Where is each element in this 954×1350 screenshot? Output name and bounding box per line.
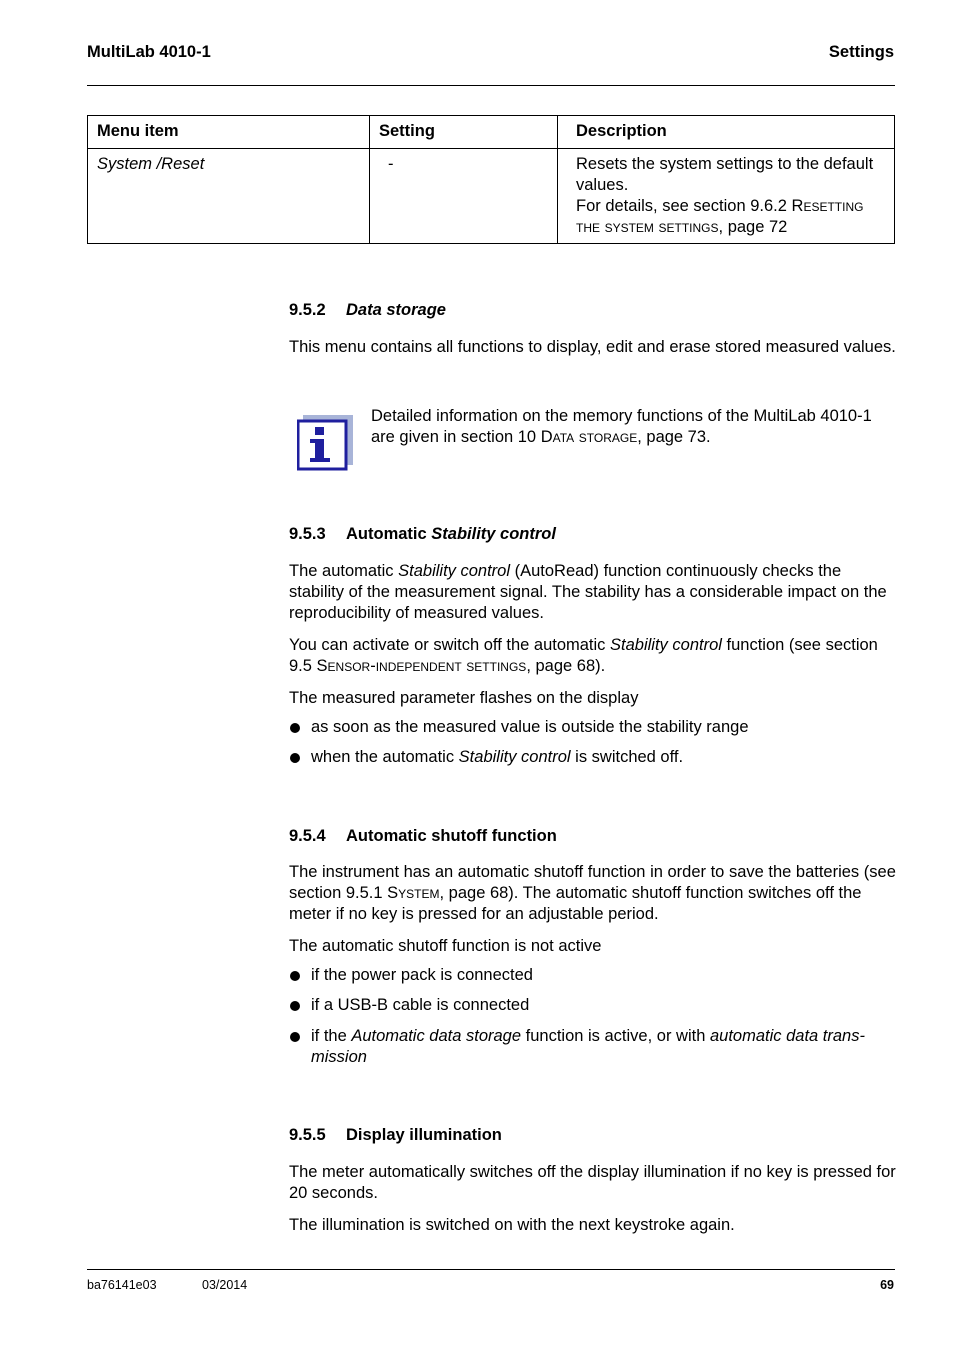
- section-title: Data storage: [346, 301, 446, 319]
- column-header-setting: Setting: [370, 116, 558, 149]
- text: , page 68). The automatic shutoff function switches off the meter if no key is pressed for an adjustable period.: [289, 884, 862, 923]
- emphasis: Stability control: [398, 562, 511, 580]
- description-page-ref: , page 72: [718, 218, 788, 236]
- stability-paragraph-3: The measured parameter flashes on the display: [289, 689, 639, 707]
- section-heading-9-5-2: [289, 300, 446, 320]
- text: The instrument has an automatic shutoff function in order to save the batteries (see section 9.5.1: [289, 863, 896, 902]
- section-heading-9-5-5: [289, 1125, 502, 1145]
- header-chapter-title: Settings: [828, 43, 894, 61]
- bullet-icon: [290, 1032, 300, 1042]
- section-heading-9-5-4: [289, 826, 557, 846]
- section-title-italic: Stability control: [431, 525, 556, 543]
- info-icon: [297, 415, 353, 471]
- illumination-paragraph-2: The illumination is switched on with the next keystroke again.: [289, 1216, 735, 1234]
- info-note: [371, 406, 897, 448]
- text: , page 68).: [526, 657, 606, 675]
- header-product-name: MultiLab 4010-1: [87, 43, 211, 61]
- list-item: [289, 717, 897, 738]
- bullet-icon: [290, 971, 300, 981]
- emphasis: Stability control: [610, 636, 722, 654]
- emphasis: automatic data trans-mission: [311, 1027, 865, 1066]
- emphasis: Automatic data storage: [351, 1027, 522, 1045]
- section-number: 9.5.4: [289, 827, 326, 845]
- list-item: [289, 747, 897, 768]
- description-details: For details, see section 9.6.2: [576, 197, 792, 215]
- stability-bullet-list: [289, 717, 897, 768]
- cell-menu-item: System /Reset: [88, 149, 370, 244]
- cross-reference-link[interactable]: Data storage: [540, 428, 638, 446]
- list-item-text: when the automatic: [311, 748, 459, 766]
- text: The automatic: [289, 562, 399, 580]
- text: (AutoRead) function continuously checks the stability of the measurement signal. The stability has a considerable impact on the reproducibility of measured values.: [289, 562, 887, 622]
- list-item: [289, 965, 897, 986]
- column-header-description: Description: [558, 116, 895, 149]
- cell-setting: -: [370, 149, 558, 244]
- section-title: Automatic shutoff function: [346, 827, 557, 845]
- section-title: Automatic: [346, 525, 432, 543]
- column-header-menu-item: Menu item: [88, 116, 370, 149]
- list-item-text: is switched off.: [570, 748, 684, 766]
- stability-paragraph-1: [289, 561, 897, 624]
- section-title: Display illumination: [346, 1126, 502, 1144]
- list-item: [289, 1026, 897, 1068]
- list-item: [289, 995, 897, 1016]
- bullet-icon: [290, 723, 300, 733]
- text: function (see section 9.5: [289, 636, 878, 675]
- cross-reference-link[interactable]: Resetting the system settings: [576, 197, 864, 236]
- section-number: 9.5.5: [289, 1126, 326, 1144]
- list-item-text: if the: [311, 1027, 352, 1045]
- section-number: 9.5.3: [289, 525, 326, 543]
- list-item-text: if the power pack is connected: [311, 966, 533, 984]
- table-header-row: [88, 116, 895, 149]
- settings-table: [87, 115, 895, 244]
- header-rule: [87, 85, 895, 86]
- footer-doc-id: ba76141e03: [87, 1278, 157, 1292]
- info-note-text: Detailed information on the memory functions of the MultiLab 4010-1 are given in section 10: [371, 407, 872, 446]
- footer-page-number: 69: [880, 1278, 894, 1292]
- text: You can activate or switch off the automatic: [289, 636, 611, 654]
- section-heading-9-5-3: [289, 524, 556, 544]
- data-storage-paragraph: This menu contains all functions to display, edit and erase stored measured values.: [289, 338, 896, 356]
- table-row: [88, 149, 895, 244]
- list-item-text: as soon as the measured value is outside the stability range: [311, 718, 749, 736]
- shutoff-bullet-list: [289, 965, 897, 1068]
- bullet-icon: [290, 1001, 300, 1011]
- cross-reference-link[interactable]: System: [387, 884, 440, 902]
- list-item-text: if a USB-B cable is connected: [311, 996, 530, 1014]
- section-number: 9.5.2: [289, 301, 326, 319]
- cross-reference-link[interactable]: Sensor-independent settings: [316, 657, 527, 675]
- emphasis: Stability control: [458, 748, 571, 766]
- footer-rule: [87, 1269, 895, 1270]
- description-text: Resets the system settings to the default values.: [576, 155, 874, 194]
- footer-date: 03/2014: [202, 1278, 248, 1292]
- illumination-paragraph-1: The meter automatically switches off the display illumination if no key is pressed for 20 seconds.: [289, 1163, 896, 1202]
- shutoff-paragraph-2: The automatic shutoff function is not active: [289, 937, 602, 955]
- bullet-icon: [290, 753, 300, 763]
- info-note-page-ref: , page 73.: [637, 428, 711, 446]
- list-item-text: function is active, or with: [521, 1027, 710, 1045]
- stability-paragraph-2: [289, 635, 897, 677]
- cell-description: [558, 149, 895, 244]
- shutoff-paragraph-1: [289, 862, 897, 925]
